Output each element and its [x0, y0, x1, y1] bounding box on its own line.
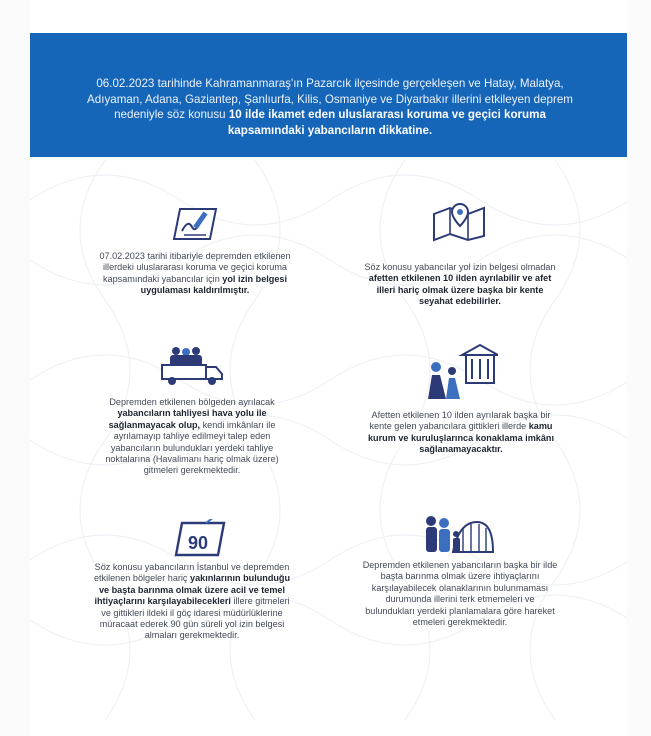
item-evacuation: Depremden etkilenen bölgeden ayrılacak yabancıların tahliyesi hava yolu ile sağlanmayacak olup, kendi imkânları ile ayrılamayıp tahliye edilmeyi talep eden yabancıların bulundukları yerdeki tahliye noktalarına (Havalimanı hariç olmak üzere) gitmeleri gerekmektedir.	[105, 397, 279, 476]
shelter-people-icon	[422, 343, 498, 401]
item-ninety-days: Söz konusu yabancıların İstanbul ve depremden etkilenen bölgeler hariç yakınlarının bulunduğu ve başta barınma olmak üzere acil ve temel ihtiyaçlarını karşılayabilecekleri illere gitmeleri ve gittikleri ildeki il göç idaresi müdürlüklerine müracaat ederek 90 gün süreli yol izin belgesi almaları gerekmektedir.	[93, 562, 291, 641]
banner-text: 06.02.2023 tarihinde Kahramanmaraş'ın Pazarcık ilçesinde gerçekleşen ve Hatay, Malatya, Adıyaman, Adana, Gaziantep, Şanlıurfa, Kilis, Osmaniye ve Diyarbakır illerini etkileyen deprem nedeniyle söz konusu 10 ilde ikamet eden uluslararası koruma ve geçici koruma kapsamındaki yabancıların dikkatine.	[87, 77, 573, 137]
ninety-days-icon	[172, 519, 228, 559]
document-signature-icon	[170, 205, 220, 243]
evacuation-truck-icon	[158, 343, 226, 389]
item-accommodation: Afetten etkilenen 10 ilden ayrılarak başka bir kente gelen yabancılara gittikleri illerde kamu kurum ve kuruluşlarınca konaklama imkânı sağlanamayacaktır.	[368, 410, 554, 455]
item-permit: 07.02.2023 tarihi itibariyle depremden etkilenen illerdeki uluslararası koruma ve geçici koruma kapsamındaki yabancılar için yol izin belgesi uygulaması kaldırılmıştır.	[99, 251, 291, 296]
ninety-days-label: 90	[187, 533, 209, 553]
family-tent-icon	[423, 514, 495, 554]
info-sheet	[30, 0, 627, 736]
item-travel: Söz konusu yabancılar yol izin belgesi olmadan afetten etkilenen 10 ilden ayrılabilir ve afet illeri hariç olmak üzere başka bir kente seyahat edebilirler.	[364, 262, 556, 307]
item-stay: Depremden etkilenen yabancıların başka bir ilde başta barınma olmak üzere ihtiyaçlarını karşılayabilecek olanaklarının bulunmaması durumunda illerini terk etmemeleri ve bulundukları yerdeki planlamalara göre hareket etmeleri gerekmektedir.	[362, 560, 558, 628]
map-pin-icon	[430, 200, 488, 242]
header-banner	[30, 33, 627, 157]
